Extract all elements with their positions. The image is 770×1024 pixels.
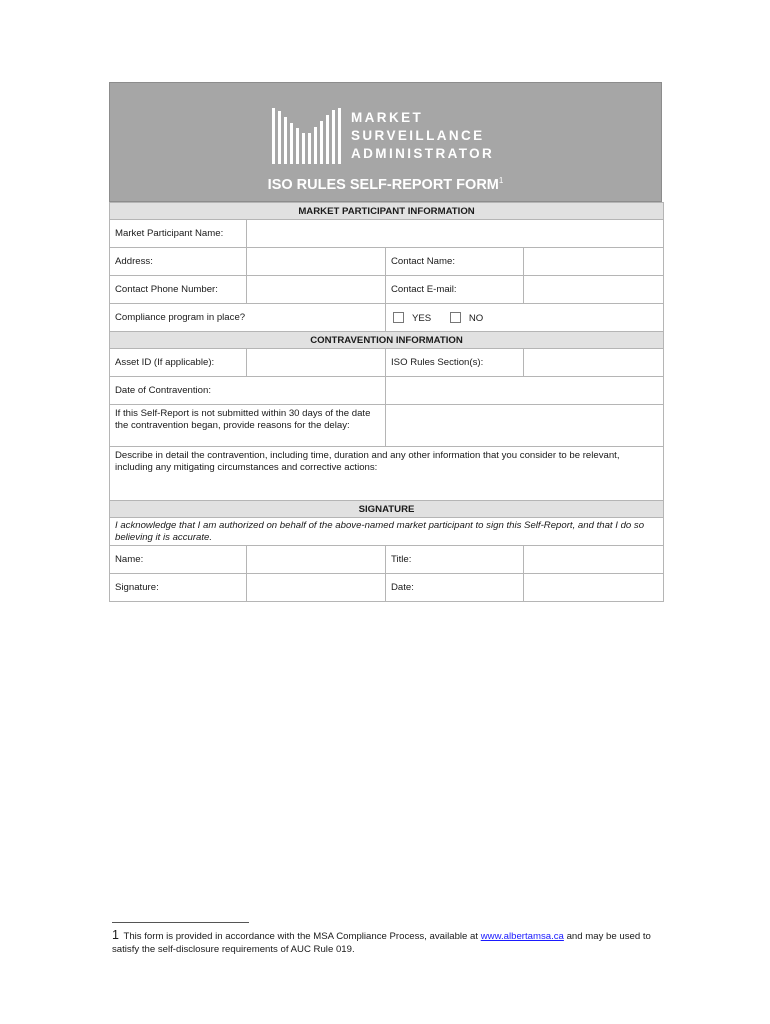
no-checkbox[interactable] (450, 312, 461, 323)
acknowledgement-text: I acknowledge that I am authorized on behalf of the above-named market participant to sign this Self-Report, and that I do so believing it is accurate. (110, 518, 664, 546)
contact-email-field[interactable] (524, 276, 664, 304)
late-reasons-label: If this Self-Report is not submitted within 30 days of the date the contravention began, provide reasons for the delay: (110, 405, 386, 447)
title-field[interactable] (524, 546, 664, 574)
yes-checkbox[interactable] (393, 312, 404, 323)
albertamsa-link[interactable]: www.albertamsa.ca (480, 931, 564, 942)
address-field[interactable] (247, 248, 386, 276)
signature-field[interactable] (247, 574, 386, 602)
address-label: Address: (110, 248, 247, 276)
section-contravention-info: CONTRAVENTION INFORMATION (110, 332, 664, 349)
footnote-text-after: and may be used to satisfy the self-disclosure requirements of AUC Rule 019. (112, 931, 651, 955)
date-of-contravention-field[interactable] (386, 377, 664, 405)
no-label: NO (468, 312, 484, 324)
contact-name-label: Contact Name: (386, 248, 524, 276)
contact-email-label: Contact E-mail: (386, 276, 524, 304)
section-signature: SIGNATURE (110, 501, 664, 518)
contact-name-field[interactable] (524, 248, 664, 276)
form-table (109, 202, 664, 602)
participant-name-field[interactable] (247, 220, 664, 248)
iso-rules-section-label: ISO Rules Section(s): (386, 349, 524, 377)
yes-label: YES (412, 312, 432, 324)
logo-line: MARKET (351, 110, 424, 125)
footnote-divider (112, 922, 249, 923)
date-of-contravention-label: Date of Contravention: (110, 377, 386, 405)
late-reasons-field[interactable] (386, 405, 664, 447)
date-field[interactable] (524, 574, 664, 602)
iso-rules-section-field[interactable] (524, 349, 664, 377)
contact-phone-field[interactable] (247, 276, 386, 304)
compliance-program-options (386, 304, 664, 332)
logo-line: ADMINISTRATOR (351, 146, 495, 161)
footnote-ref: 1 (498, 176, 504, 185)
logo-line: SURVEILLANCE (351, 128, 485, 143)
asset-id-field[interactable] (247, 349, 386, 377)
section-participant-info: MARKET PARTICIPANT INFORMATION (110, 203, 664, 220)
date-label: Date: (386, 574, 524, 602)
footnote (112, 929, 657, 956)
name-label: Name: (110, 546, 247, 574)
signature-label: Signature: (110, 574, 247, 602)
msa-logo-icon (272, 108, 346, 164)
participant-name-label: Market Participant Name: (110, 220, 247, 248)
describe-contravention-field[interactable]: Describe in detail the contravention, including time, duration and any other information that you consider to be relevant, including any mitigating circumstances and corrective actions: (110, 447, 664, 501)
compliance-program-label: Compliance program in place? (110, 304, 386, 332)
self-report-form (109, 82, 662, 602)
title-label: Title: (386, 546, 524, 574)
contact-phone-label: Contact Phone Number: (110, 276, 247, 304)
name-field[interactable] (247, 546, 386, 574)
logo-wordmark (351, 109, 494, 163)
form-title (110, 176, 661, 193)
footnote-mark: 1 (112, 928, 119, 942)
asset-id-label: Asset ID (If applicable): (110, 349, 247, 377)
form-title-text: ISO RULES SELF-REPORT FORM (267, 176, 499, 193)
form-header (109, 82, 662, 202)
footnote-text-before: This form is provided in accordance with the MSA Compliance Process, available at (123, 931, 481, 942)
